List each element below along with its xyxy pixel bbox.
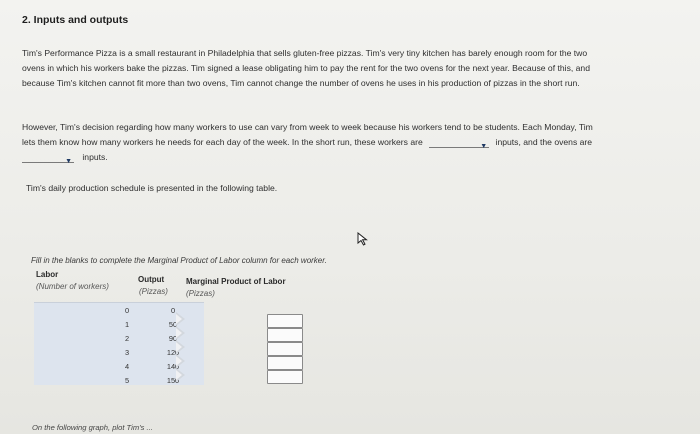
paragraph-intro — [22, 46, 652, 91]
output-cell: 140 — [166, 362, 180, 371]
paragraph-line: ovens in which his workers bake the pizzas. Tim signed a lease obligating him to pay the rent for the two ovens for the next year. Because of this, and — [22, 63, 590, 73]
output-cell: 150 — [166, 376, 180, 385]
labor-cell: 2 — [124, 334, 130, 343]
labor-cell: 5 — [124, 376, 130, 385]
paragraph-text: lets them know how many workers he needs for each day of the week. In the short run, these workers are — [22, 137, 423, 147]
workers-input-type-dropdown[interactable] — [429, 138, 489, 148]
mpl-input-1[interactable] — [267, 314, 303, 328]
output-cell: 90 — [168, 334, 178, 343]
paragraph-text: inputs, and the ovens are — [495, 137, 593, 147]
labor-cell: 0 — [124, 306, 130, 315]
output-cell: 120 — [166, 348, 180, 357]
paragraph-line: because Tim's kitchen cannot fit more than two ovens, Tim cannot change the number of ovens he uses in his production of pizzas in the short run. — [22, 78, 580, 88]
chevron-right-icon — [176, 326, 185, 340]
chevron-right-icon — [176, 312, 185, 326]
mpl-input-5[interactable] — [267, 370, 303, 384]
ovens-input-type-dropdown[interactable] — [22, 153, 74, 163]
section-heading: 2. Inputs and outputs — [22, 14, 129, 26]
mpl-input-2[interactable] — [267, 328, 303, 342]
output-cell: 0 — [170, 306, 176, 315]
paragraph-line — [22, 150, 652, 165]
paragraph-line: However, Tim's decision regarding how many workers to use can vary from week to week because his workers tend to be students. Each Monday, Tim — [22, 122, 593, 132]
header-output: Output — [138, 275, 165, 284]
header-mpl-sub: (Pizzas) — [186, 289, 215, 298]
paragraph-text: inputs. — [82, 152, 108, 162]
mpl-input-4[interactable] — [267, 356, 303, 370]
mpl-input-3[interactable] — [267, 342, 303, 356]
paragraph-line — [22, 135, 652, 150]
header-labor-sub: (Number of workers) — [36, 282, 109, 291]
instruction-text: Fill in the blanks to complete the Marginal Product of Labor column for each worker. — [31, 256, 327, 265]
chevron-right-icon — [176, 340, 185, 354]
header-output-sub: (Pizzas) — [139, 287, 168, 296]
paragraph-schedule: Tim's daily production schedule is presented in the following table. — [26, 183, 278, 193]
labor-cell: 3 — [124, 348, 130, 357]
header-labor: Labor — [36, 270, 59, 279]
caret-down-icon: ▼ — [65, 157, 72, 165]
header-mpl: Marginal Product of Labor — [186, 277, 286, 286]
labor-cell: 1 — [124, 320, 130, 329]
paragraph-workers — [22, 120, 652, 165]
paragraph-line: Tim's Performance Pizza is a small restaurant in Philadelphia that sells gluten-free pizzas. Tim's very tiny kitchen has barely enough room for the two — [22, 48, 588, 58]
chevron-right-icon — [176, 368, 185, 382]
output-cell: 50 — [168, 320, 178, 329]
labor-cell: 4 — [124, 362, 130, 371]
mouse-pointer-icon — [356, 232, 370, 246]
caret-down-icon: ▼ — [480, 142, 488, 150]
next-question-text: On the following graph, plot Tim's ... — [32, 423, 153, 432]
chevron-right-icon — [176, 354, 185, 368]
